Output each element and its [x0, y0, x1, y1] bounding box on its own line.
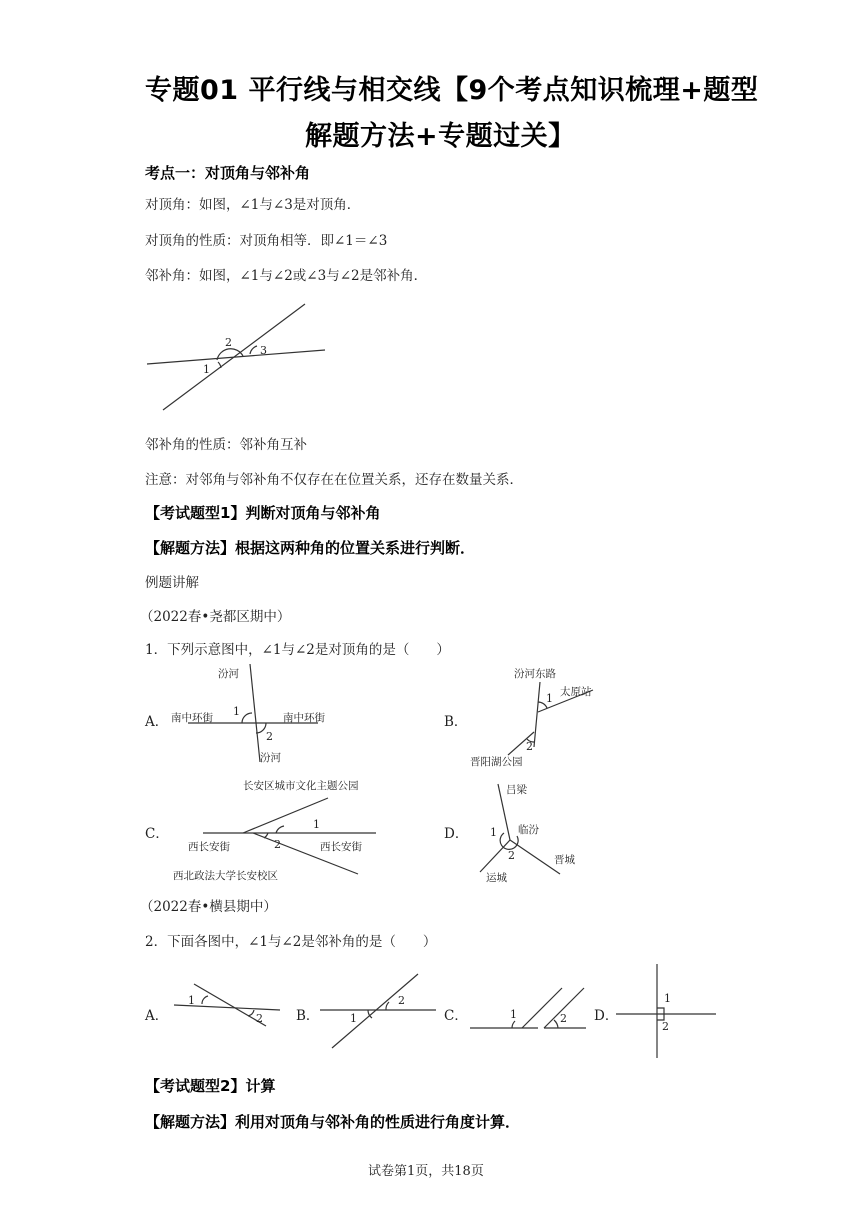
q1-c-label-street-right: 西长安街	[320, 841, 362, 853]
q1-c-label-park: 长安区城市文化主题公园	[243, 780, 359, 792]
q1-b-label-2: 2	[526, 740, 533, 753]
q2-option-c-letter[interactable]: C．	[444, 1008, 468, 1024]
q2-a-label-1: 1	[188, 994, 195, 1007]
page-footer: 试卷第1页，共18页	[368, 1164, 484, 1179]
q1-option-b-figure	[468, 662, 608, 772]
kp1-supplementary-property: 邻补角的性质：邻补角互补	[145, 437, 307, 453]
q1-d-label-2: 2	[508, 849, 515, 862]
kp1-heading: 考点一：对顶角与邻补角	[145, 164, 311, 182]
q2-option-a-figure	[168, 980, 288, 1040]
q1-a-label-fen-bottom: 汾河	[260, 752, 281, 764]
example-heading: 例题讲解	[145, 575, 199, 591]
q2-d-label-2: 2	[662, 1020, 669, 1033]
q2-c-label-1: 1	[510, 1008, 517, 1021]
q1-option-d-letter[interactable]: D．	[444, 826, 469, 842]
q2-option-a-letter[interactable]: A．	[145, 1008, 169, 1024]
type1-heading: 【考试题型1】判断对顶角与邻补角	[145, 504, 381, 522]
q2-a-diagram	[168, 980, 288, 1040]
q2-c-label-2: 2	[560, 1012, 567, 1025]
q2-b-label-1: 1	[350, 1012, 357, 1025]
q1-b-label-park: 晋阳湖公园	[470, 756, 523, 768]
kp1-note: 注意：对邻角与邻补角不仅存在在位置关系，还存在数量关系．	[145, 472, 523, 488]
q2-d-label-1: 1	[664, 992, 671, 1005]
q1-c-label-university: 西北政法大学长安校区	[173, 870, 278, 882]
q1-option-d-figure	[468, 776, 608, 888]
q1-a-label-2: 2	[266, 730, 273, 743]
page-title-line2: 解题方法+专题过关】	[305, 121, 576, 152]
kp1-fig-label-1: 1	[203, 363, 210, 376]
q1-b-label-1: 1	[546, 692, 553, 705]
q1-d-label-lvliang: 吕梁	[506, 784, 527, 796]
q2-option-d-figure	[614, 962, 724, 1062]
kp1-supplementary-def: 邻补角：如图，∠1与∠2或∠3与∠2是邻补角．	[145, 268, 428, 284]
q2-b-label-2: 2	[398, 994, 405, 1007]
q2-option-c-figure	[466, 980, 596, 1040]
q2-d-diagram	[614, 962, 724, 1062]
q1-a-label-fen-top: 汾河	[218, 668, 239, 680]
q1-text: 1．下列示意图中，∠1与∠2是对顶角的是（ ）	[145, 642, 450, 658]
q1-c-label-2: 2	[274, 838, 281, 851]
q2-a-label-2: 2	[256, 1012, 263, 1025]
kp1-vertical-angle-property: 对顶角的性质：对顶角相等．即∠1＝∠3	[145, 233, 388, 249]
q2-option-b-figure	[318, 970, 448, 1052]
q1-option-c-letter[interactable]: C．	[145, 826, 169, 842]
q1-d-label-linfen: 临汾	[518, 824, 539, 836]
q1-option-a-figure	[168, 662, 368, 772]
type2-heading: 【考试题型2】计算	[145, 1077, 276, 1095]
q2-text: 2．下面各图中，∠1与∠2是邻补角的是（ ）	[145, 934, 437, 950]
q1-c-label-street-left: 西长安街	[188, 841, 230, 853]
q1-a-label-road-left: 南中环街	[171, 712, 213, 724]
q1-option-c-figure	[168, 776, 388, 888]
q1-d-label-1: 1	[490, 826, 497, 839]
q2-b-diagram	[318, 970, 448, 1052]
q1-b-label-station: 太原站	[560, 686, 592, 698]
intersecting-lines-diagram	[145, 300, 335, 415]
page-title-line1: 专题01 平行线与相交线【9个考点知识梳理+题型	[145, 75, 759, 106]
q1-option-b-letter[interactable]: B．	[444, 714, 468, 730]
q2-option-d-letter[interactable]: D．	[594, 1008, 619, 1024]
q1-c-label-1: 1	[313, 818, 320, 831]
q2-source: （2022春•横县期中）	[140, 899, 277, 915]
kp1-figure	[145, 300, 335, 415]
q1-b-label-road: 汾河东路	[514, 668, 556, 680]
q2-option-b-letter[interactable]: B．	[296, 1008, 320, 1024]
q1-a-label-1: 1	[233, 705, 240, 718]
q1-a-label-road-right: 南中环街	[283, 712, 325, 724]
type2-method: 【解题方法】利用对顶角与邻补角的性质进行角度计算．	[145, 1113, 521, 1131]
q1-option-a-letter[interactable]: A．	[145, 714, 169, 730]
type1-method: 【解题方法】根据这两种角的位置关系进行判断．	[145, 539, 476, 557]
q2-c-diagram	[466, 980, 596, 1040]
kp1-fig-label-2: 2	[225, 336, 232, 349]
q1-d-label-jincheng: 晋城	[554, 854, 575, 866]
kp1-vertical-angle-def: 对顶角：如图，∠1与∠3是对顶角．	[145, 197, 361, 213]
q1-source: （2022春•尧都区期中）	[140, 609, 291, 625]
kp1-fig-label-3: 3	[260, 344, 267, 357]
q1-d-label-yuncheng: 运城	[486, 872, 507, 884]
